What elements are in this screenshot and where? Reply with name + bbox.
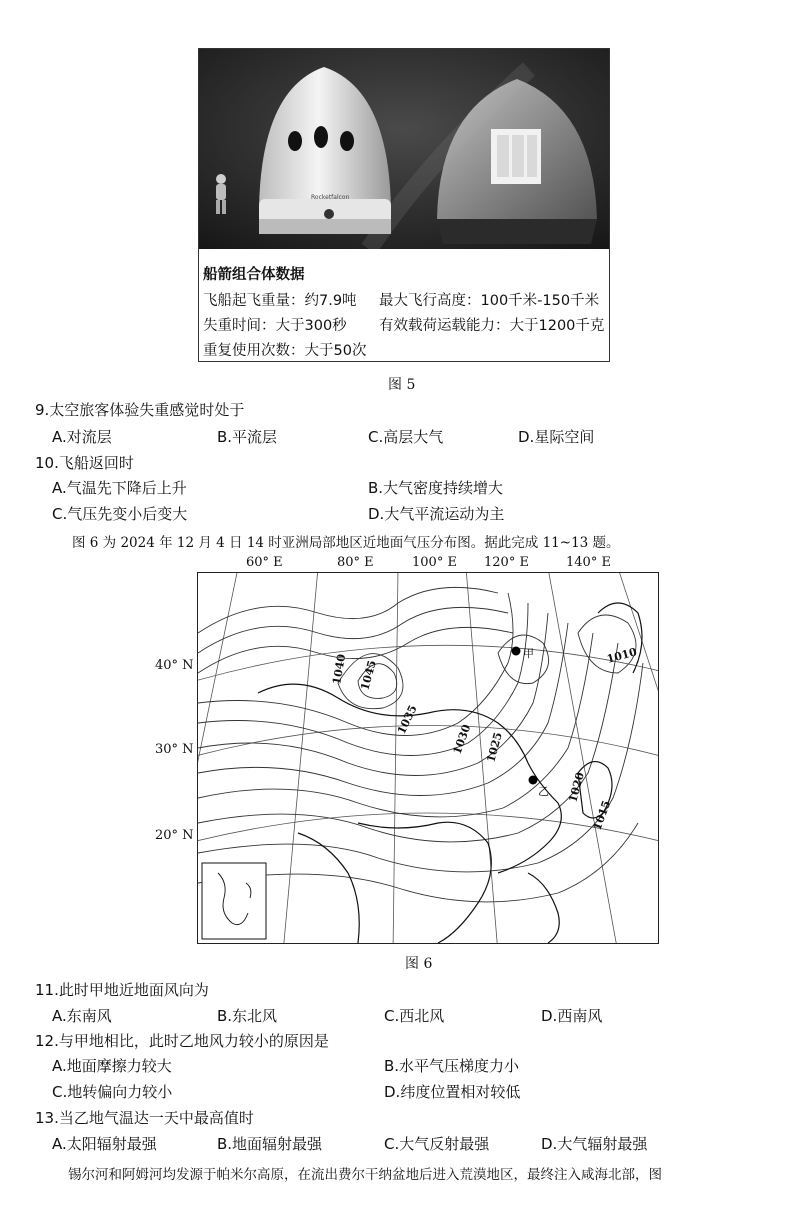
isobar-label-1045: 1045 <box>358 658 379 692</box>
point-yi-label: 乙 <box>538 785 549 798</box>
coastlines <box>258 603 642 943</box>
lon-label-100: 100° E <box>412 555 457 570</box>
isobar-label-1015: 1015 <box>590 798 614 833</box>
q13-option-c[interactable]: C.大气反射最强 <box>384 1135 490 1153</box>
data-row-2-right: 有效载荷运载能力：大于1200千克 <box>379 318 605 334</box>
data-row-1-right: 最大飞行高度：100千米-150千米 <box>379 293 600 309</box>
spacecraft-photo <box>199 49 609 249</box>
point-jia-label: 甲 <box>523 647 534 660</box>
data-row-3-left: 重复使用次数：大于50次 <box>203 343 367 359</box>
q12-option-a[interactable]: A.地面摩擦力较大 <box>52 1057 172 1075</box>
q9-option-c[interactable]: C.高层大气 <box>368 428 444 446</box>
figure-6-caption: 图 6 <box>405 956 433 972</box>
isobar-line <box>578 615 639 673</box>
capsule-caption: Rocketfalcon <box>311 194 350 201</box>
isobar-label-1030: 1030 <box>450 722 474 757</box>
isobar-line <box>198 593 513 736</box>
isobar-line <box>198 587 498 633</box>
q11-option-d[interactable]: D.西南风 <box>541 1007 603 1025</box>
q9-option-b[interactable]: B.平流层 <box>217 428 278 446</box>
data-row-2-left: 失重时间：大于300秒 <box>203 318 347 334</box>
isobar-map-svg <box>198 573 658 943</box>
isobar-line <box>198 643 618 842</box>
window <box>314 126 328 148</box>
isobar-line <box>198 607 508 653</box>
q12-option-c[interactable]: C.地转偏向力较小 <box>52 1083 173 1101</box>
q13-option-d[interactable]: D.大气辐射最强 <box>541 1135 648 1153</box>
data-table-title: 船箭组合体数据 <box>203 267 305 283</box>
q10-option-b[interactable]: B.大气密度持续增大 <box>368 479 504 497</box>
lat-label-30: 30° N <box>155 742 194 757</box>
isobar-label-1020: 1020 <box>566 770 587 804</box>
lon-label-140: 140° E <box>566 555 611 570</box>
q11-option-a[interactable]: A.东南风 <box>52 1007 112 1025</box>
isobar-label-1025: 1025 <box>484 730 505 764</box>
question-11-stem: 11.此时甲地近地面风向为 <box>35 981 209 999</box>
coastline-path <box>528 873 559 943</box>
lon-label-60: 60° E <box>246 555 283 570</box>
q11-option-b[interactable]: B.东北风 <box>217 1007 278 1025</box>
lat-label-40: 40° N <box>155 658 194 673</box>
question-13-stem: 13.当乙地气温达一天中最高值时 <box>35 1109 254 1127</box>
lat-label-20: 20° N <box>155 828 194 843</box>
isobar-labels <box>330 645 639 832</box>
q12-option-d[interactable]: D.纬度位置相对较低 <box>384 1083 521 1101</box>
intro-text: 图 6 为 2024 年 12 月 4 日 14 时亚洲局部地区近地面气压分布图。据此完成 11~13 题。 <box>72 535 620 551</box>
data-row-1-left: 飞船起飞重量：约7.9吨 <box>203 293 357 309</box>
figure-6-pressure-map <box>197 572 659 944</box>
q10-option-c[interactable]: C.气压先变小后变大 <box>52 505 188 523</box>
q13-option-a[interactable]: A.太阳辐射最强 <box>52 1135 157 1153</box>
q13-option-b[interactable]: B.地面辐射最强 <box>217 1135 323 1153</box>
window <box>288 131 302 151</box>
figure-5-caption: 图 5 <box>388 377 416 393</box>
figure-5-panel <box>198 48 610 362</box>
q10-option-d[interactable]: D.大气平流运动为主 <box>368 505 505 523</box>
question-12-stem: 12.与甲地相比，此时乙地风力较小的原因是 <box>35 1032 329 1050</box>
isobar-label-1035: 1035 <box>394 703 420 737</box>
q9-option-d[interactable]: D.星际空间 <box>518 428 595 446</box>
question-10-stem: 10.飞船返回时 <box>35 454 134 472</box>
q10-option-a[interactable]: A.气温先下降后上升 <box>52 479 187 497</box>
parallel-line <box>198 645 658 683</box>
q9-option-a[interactable]: A.对流层 <box>52 428 112 446</box>
q11-option-c[interactable]: C.西北风 <box>384 1007 445 1025</box>
isobar-label-1010: 1010 <box>605 645 639 666</box>
isobars <box>198 587 643 902</box>
spacecraft-illustration <box>199 49 609 249</box>
window <box>340 131 354 151</box>
q12-option-b[interactable]: B.水平气压梯度力小 <box>384 1057 520 1075</box>
meridian-line <box>618 573 658 873</box>
graticule <box>198 573 658 943</box>
inset-map-box <box>202 863 266 939</box>
question-9-stem: 9.太空旅客体验失重感觉时处于 <box>35 401 245 419</box>
isobar-label-1040: 1040 <box>330 653 349 686</box>
point-yi-marker <box>529 776 538 785</box>
parallel-line <box>198 726 658 759</box>
footer-text: 锡尔河和阿姆河均发源于帕米尔高原，在流出费尔干纳盆地后进入荒漠地区，最终注入咸海北部，图 <box>68 1167 662 1183</box>
logo-icon <box>324 209 334 219</box>
point-jia-marker <box>512 647 521 656</box>
coastline-path <box>298 833 359 943</box>
meridian-line <box>548 573 618 943</box>
lon-label-120: 120° E <box>484 555 529 570</box>
lon-label-80: 80° E <box>337 555 374 570</box>
